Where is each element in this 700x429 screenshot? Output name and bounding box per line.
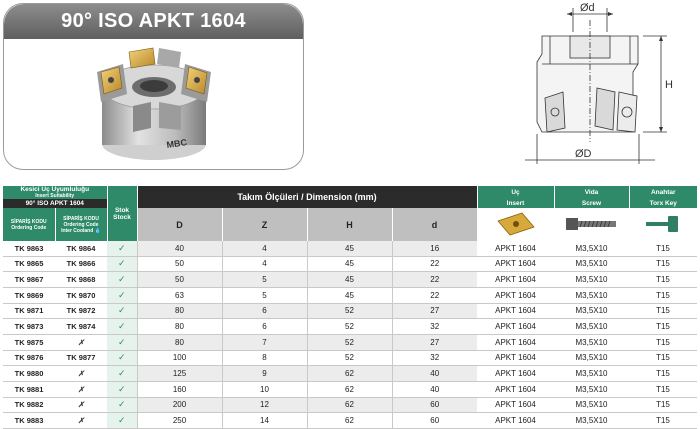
screw-icon	[564, 214, 620, 234]
ordering-code-cell: TK 9873	[3, 319, 55, 335]
screw-cell: M3,5X10	[554, 272, 629, 288]
col-D-header: D	[137, 208, 222, 241]
dim-D-cell: 80	[137, 334, 222, 350]
dim-d-cell: 60	[392, 413, 477, 429]
key-header: Anahtar	[629, 186, 697, 199]
key-cell: T15	[629, 413, 697, 429]
ordering-code-coolant-cell: ✗	[55, 334, 107, 350]
ordering-code-coolant-cell: TK 9870	[55, 287, 107, 303]
dim-D-cell: 40	[137, 241, 222, 256]
ordering-code-cell: TK 9876	[3, 350, 55, 366]
dim-D-cell: 160	[137, 381, 222, 397]
dim-Z-cell: 9	[222, 366, 307, 382]
stock-check-icon: ✓	[107, 272, 137, 288]
key-cell: T15	[629, 319, 697, 335]
ordering-code-cell: TK 9863	[3, 241, 55, 256]
dim-d-cell: 22	[392, 287, 477, 303]
dim-D-cell: 100	[137, 350, 222, 366]
ordering-code-coolant-cell: TK 9864	[55, 241, 107, 256]
dim-d-cell: 60	[392, 397, 477, 413]
drawing-label-H: H	[665, 79, 673, 91]
insert-cell: APKT 1604	[477, 241, 554, 256]
stock-check-icon: ✓	[107, 334, 137, 350]
col-H-header: H	[307, 208, 392, 241]
stock-check-icon: ✓	[107, 319, 137, 335]
screw-cell: M3,5X10	[554, 319, 629, 335]
dim-d-cell: 40	[392, 381, 477, 397]
insert-cell: APKT 1604	[477, 256, 554, 272]
key-cell: T15	[629, 272, 697, 288]
stock-check-icon: ✓	[107, 397, 137, 413]
svg-text:MBC: MBC	[165, 137, 188, 150]
insert-cell: APKT 1604	[477, 287, 554, 303]
dim-H-cell: 52	[307, 334, 392, 350]
torx-key-image	[629, 208, 697, 241]
product-card	[3, 3, 304, 170]
table-row	[3, 413, 697, 429]
screw-cell: M3,5X10	[554, 287, 629, 303]
ordering-code-coolant-cell: ✗	[55, 413, 107, 429]
dim-Z-cell: 14	[222, 413, 307, 429]
dim-H-cell: 62	[307, 413, 392, 429]
dim-D-cell: 50	[137, 256, 222, 272]
drawing-label-D: ØD	[575, 148, 592, 160]
col-d-header: d	[392, 208, 477, 241]
dim-d-cell: 22	[392, 256, 477, 272]
milling-cutter-image	[89, 42, 219, 166]
insert-icon	[496, 211, 536, 237]
dim-D-cell: 63	[137, 287, 222, 303]
key-cell: T15	[629, 350, 697, 366]
dim-H-cell: 62	[307, 397, 392, 413]
dim-Z-cell: 6	[222, 303, 307, 319]
screw-cell: M3,5X10	[554, 381, 629, 397]
dim-H-cell: 45	[307, 272, 392, 288]
insert-cell: APKT 1604	[477, 366, 554, 382]
screw-cell: M3,5X10	[554, 350, 629, 366]
ordering-code-cell: TK 9875	[3, 334, 55, 350]
ordering-code-cell: TK 9865	[3, 256, 55, 272]
table-row	[3, 366, 697, 382]
stock-check-icon: ✓	[107, 287, 137, 303]
table-body	[3, 241, 697, 428]
key-cell: T15	[629, 334, 697, 350]
table-row	[3, 287, 697, 303]
ordering-code-cell: TK 9869	[3, 287, 55, 303]
key-cell: T15	[629, 303, 697, 319]
dim-Z-cell: 4	[222, 256, 307, 272]
screw-cell: M3,5X10	[554, 334, 629, 350]
stock-header: Stok Stock	[107, 186, 137, 241]
specification-table: Kesici Uç Uyumluluğu Insert Suitability Stok Stock Takım Ölçüleri / Dimension (mm) Uç Vida Anahtar 90° ISO APKT 1604 Insert Screw Torx Key SİPARİŞ KODU Ordering Code SİPARİŞ KODU Ordering Code Inter Cooland 💧 D Z H d TK 9863 TK 9864 ✓ 40 4 45 16 APKT 1604 M3,5X10 T15 TK 9865 TK 9866 ✓ 50 4 45 22 APKT 1604 M3,5X10 T15 TK 9867 TK 9868 ✓ 50 5 45 22 APKT 1604 M3,5X10 T15 TK 9869 TK 9870 ✓ 63 5 45 22 APKT 1604 M3,5X10 T15 TK 9871 TK 9872 ✓ 80 6 52 27 APKT 1604 M3,5X10 T15 TK 9873 TK 9874 ✓ 80 6 52 32 APKT 1604 M3,5X10 T15 TK 9875 ✗ ✓ 80 7 52 27 APKT 1604 M3,5X10 T15 TK 9876 TK 9877 ✓ 100 8 52 32 APKT 1604 M3,5X10 T15 TK 9880 ✗ ✓ 125 9 62 40 APKT 1604 M3,5X10 T15 TK 9881 ✗ ✓ 160 10 62 40 APKT 1604 M3,5X10 T15 TK 9882 ✗ ✓ 200 12 62 60 APKT 1604 M3,5X10 T15 TK 9883 ✗ ✓ 250 14 62 60 APKT 1604 M3,5X10 T15	[3, 186, 697, 429]
insert-image	[477, 208, 554, 241]
stock-check-icon: ✓	[107, 350, 137, 366]
table-row	[3, 241, 697, 256]
ordering-code-coolant-cell: TK 9866	[55, 256, 107, 272]
ordering-code-coolant-cell: TK 9872	[55, 303, 107, 319]
dim-d-cell: 22	[392, 272, 477, 288]
dim-H-cell: 45	[307, 287, 392, 303]
dim-Z-cell: 5	[222, 272, 307, 288]
drawing-label-d: Ød	[580, 2, 595, 14]
insert-cell: APKT 1604	[477, 381, 554, 397]
ordering-code-coolant-cell: TK 9874	[55, 319, 107, 335]
insert-cell: APKT 1604	[477, 397, 554, 413]
ordering-code-cell: TK 9871	[3, 303, 55, 319]
stock-check-icon: ✓	[107, 241, 137, 256]
screw-cell: M3,5X10	[554, 303, 629, 319]
dim-Z-cell: 6	[222, 319, 307, 335]
dim-D-cell: 125	[137, 366, 222, 382]
insert-cell: APKT 1604	[477, 303, 554, 319]
dim-H-cell: 62	[307, 366, 392, 382]
insert-header: Uç	[477, 186, 554, 199]
dimension-header: Takım Ölçüleri / Dimension (mm)	[137, 186, 477, 208]
insert-cell: APKT 1604	[477, 272, 554, 288]
screw-cell: M3,5X10	[554, 366, 629, 382]
ordering-code-coolant-cell: ✗	[55, 397, 107, 413]
dim-H-cell: 52	[307, 319, 392, 335]
dim-Z-cell: 10	[222, 381, 307, 397]
ordering-code-cell: TK 9867	[3, 272, 55, 288]
ordering-code-cell: TK 9883	[3, 413, 55, 429]
dim-H-cell: 45	[307, 241, 392, 256]
ordering-code-cell: TK 9881	[3, 381, 55, 397]
table-row	[3, 381, 697, 397]
order-code-coolant-header: SİPARİŞ KODU Ordering Code Inter Cooland 💧	[55, 208, 107, 241]
key-cell: T15	[629, 381, 697, 397]
technical-drawing	[515, 2, 690, 167]
ordering-code-coolant-cell: ✗	[55, 381, 107, 397]
order-code-header: SİPARİŞ KODU Ordering Code	[3, 208, 55, 241]
table-row	[3, 334, 697, 350]
droplet-icon: 💧	[94, 227, 101, 234]
ordering-code-coolant-cell: TK 9868	[55, 272, 107, 288]
stock-check-icon: ✓	[107, 413, 137, 429]
dim-H-cell: 52	[307, 303, 392, 319]
dim-d-cell: 27	[392, 334, 477, 350]
dim-D-cell: 250	[137, 413, 222, 429]
screw-header: Vida	[554, 186, 629, 199]
product-title: 90° ISO APKT 1604	[4, 4, 303, 39]
dim-Z-cell: 8	[222, 350, 307, 366]
table-row	[3, 350, 697, 366]
torx-key-icon	[643, 213, 683, 235]
screw-cell: M3,5X10	[554, 256, 629, 272]
insert-suitability-header: Kesici Uç Uyumluluğu Insert Suitability	[3, 186, 107, 199]
insert-cell: APKT 1604	[477, 334, 554, 350]
key-cell: T15	[629, 366, 697, 382]
screw-cell: M3,5X10	[554, 397, 629, 413]
dim-Z-cell: 4	[222, 241, 307, 256]
dim-D-cell: 200	[137, 397, 222, 413]
stock-check-icon: ✓	[107, 366, 137, 382]
key-cell: T15	[629, 241, 697, 256]
dim-Z-cell: 5	[222, 287, 307, 303]
table-row	[3, 256, 697, 272]
key-cell: T15	[629, 256, 697, 272]
screw-cell: M3,5X10	[554, 413, 629, 429]
stock-check-icon: ✓	[107, 381, 137, 397]
stock-check-icon: ✓	[107, 303, 137, 319]
table-row	[3, 272, 697, 288]
table-row	[3, 397, 697, 413]
dim-D-cell: 80	[137, 319, 222, 335]
col-Z-header: Z	[222, 208, 307, 241]
screw-image	[554, 208, 629, 241]
table-row	[3, 319, 697, 335]
ordering-code-cell: TK 9880	[3, 366, 55, 382]
dim-Z-cell: 7	[222, 334, 307, 350]
table-row	[3, 303, 697, 319]
dim-H-cell: 62	[307, 381, 392, 397]
dim-d-cell: 32	[392, 319, 477, 335]
ordering-code-coolant-cell: ✗	[55, 366, 107, 382]
insert-cell: APKT 1604	[477, 413, 554, 429]
dim-d-cell: 27	[392, 303, 477, 319]
dim-D-cell: 80	[137, 303, 222, 319]
key-cell: T15	[629, 287, 697, 303]
ordering-code-cell: TK 9882	[3, 397, 55, 413]
dim-Z-cell: 12	[222, 397, 307, 413]
dim-H-cell: 45	[307, 256, 392, 272]
stock-check-icon: ✓	[107, 256, 137, 272]
dim-d-cell: 40	[392, 366, 477, 382]
dim-d-cell: 16	[392, 241, 477, 256]
dim-H-cell: 52	[307, 350, 392, 366]
screw-cell: M3,5X10	[554, 241, 629, 256]
insert-type-header: 90° ISO APKT 1604	[3, 199, 107, 208]
dim-d-cell: 32	[392, 350, 477, 366]
insert-cell: APKT 1604	[477, 319, 554, 335]
dim-D-cell: 50	[137, 272, 222, 288]
key-cell: T15	[629, 397, 697, 413]
insert-cell: APKT 1604	[477, 350, 554, 366]
ordering-code-coolant-cell: TK 9877	[55, 350, 107, 366]
